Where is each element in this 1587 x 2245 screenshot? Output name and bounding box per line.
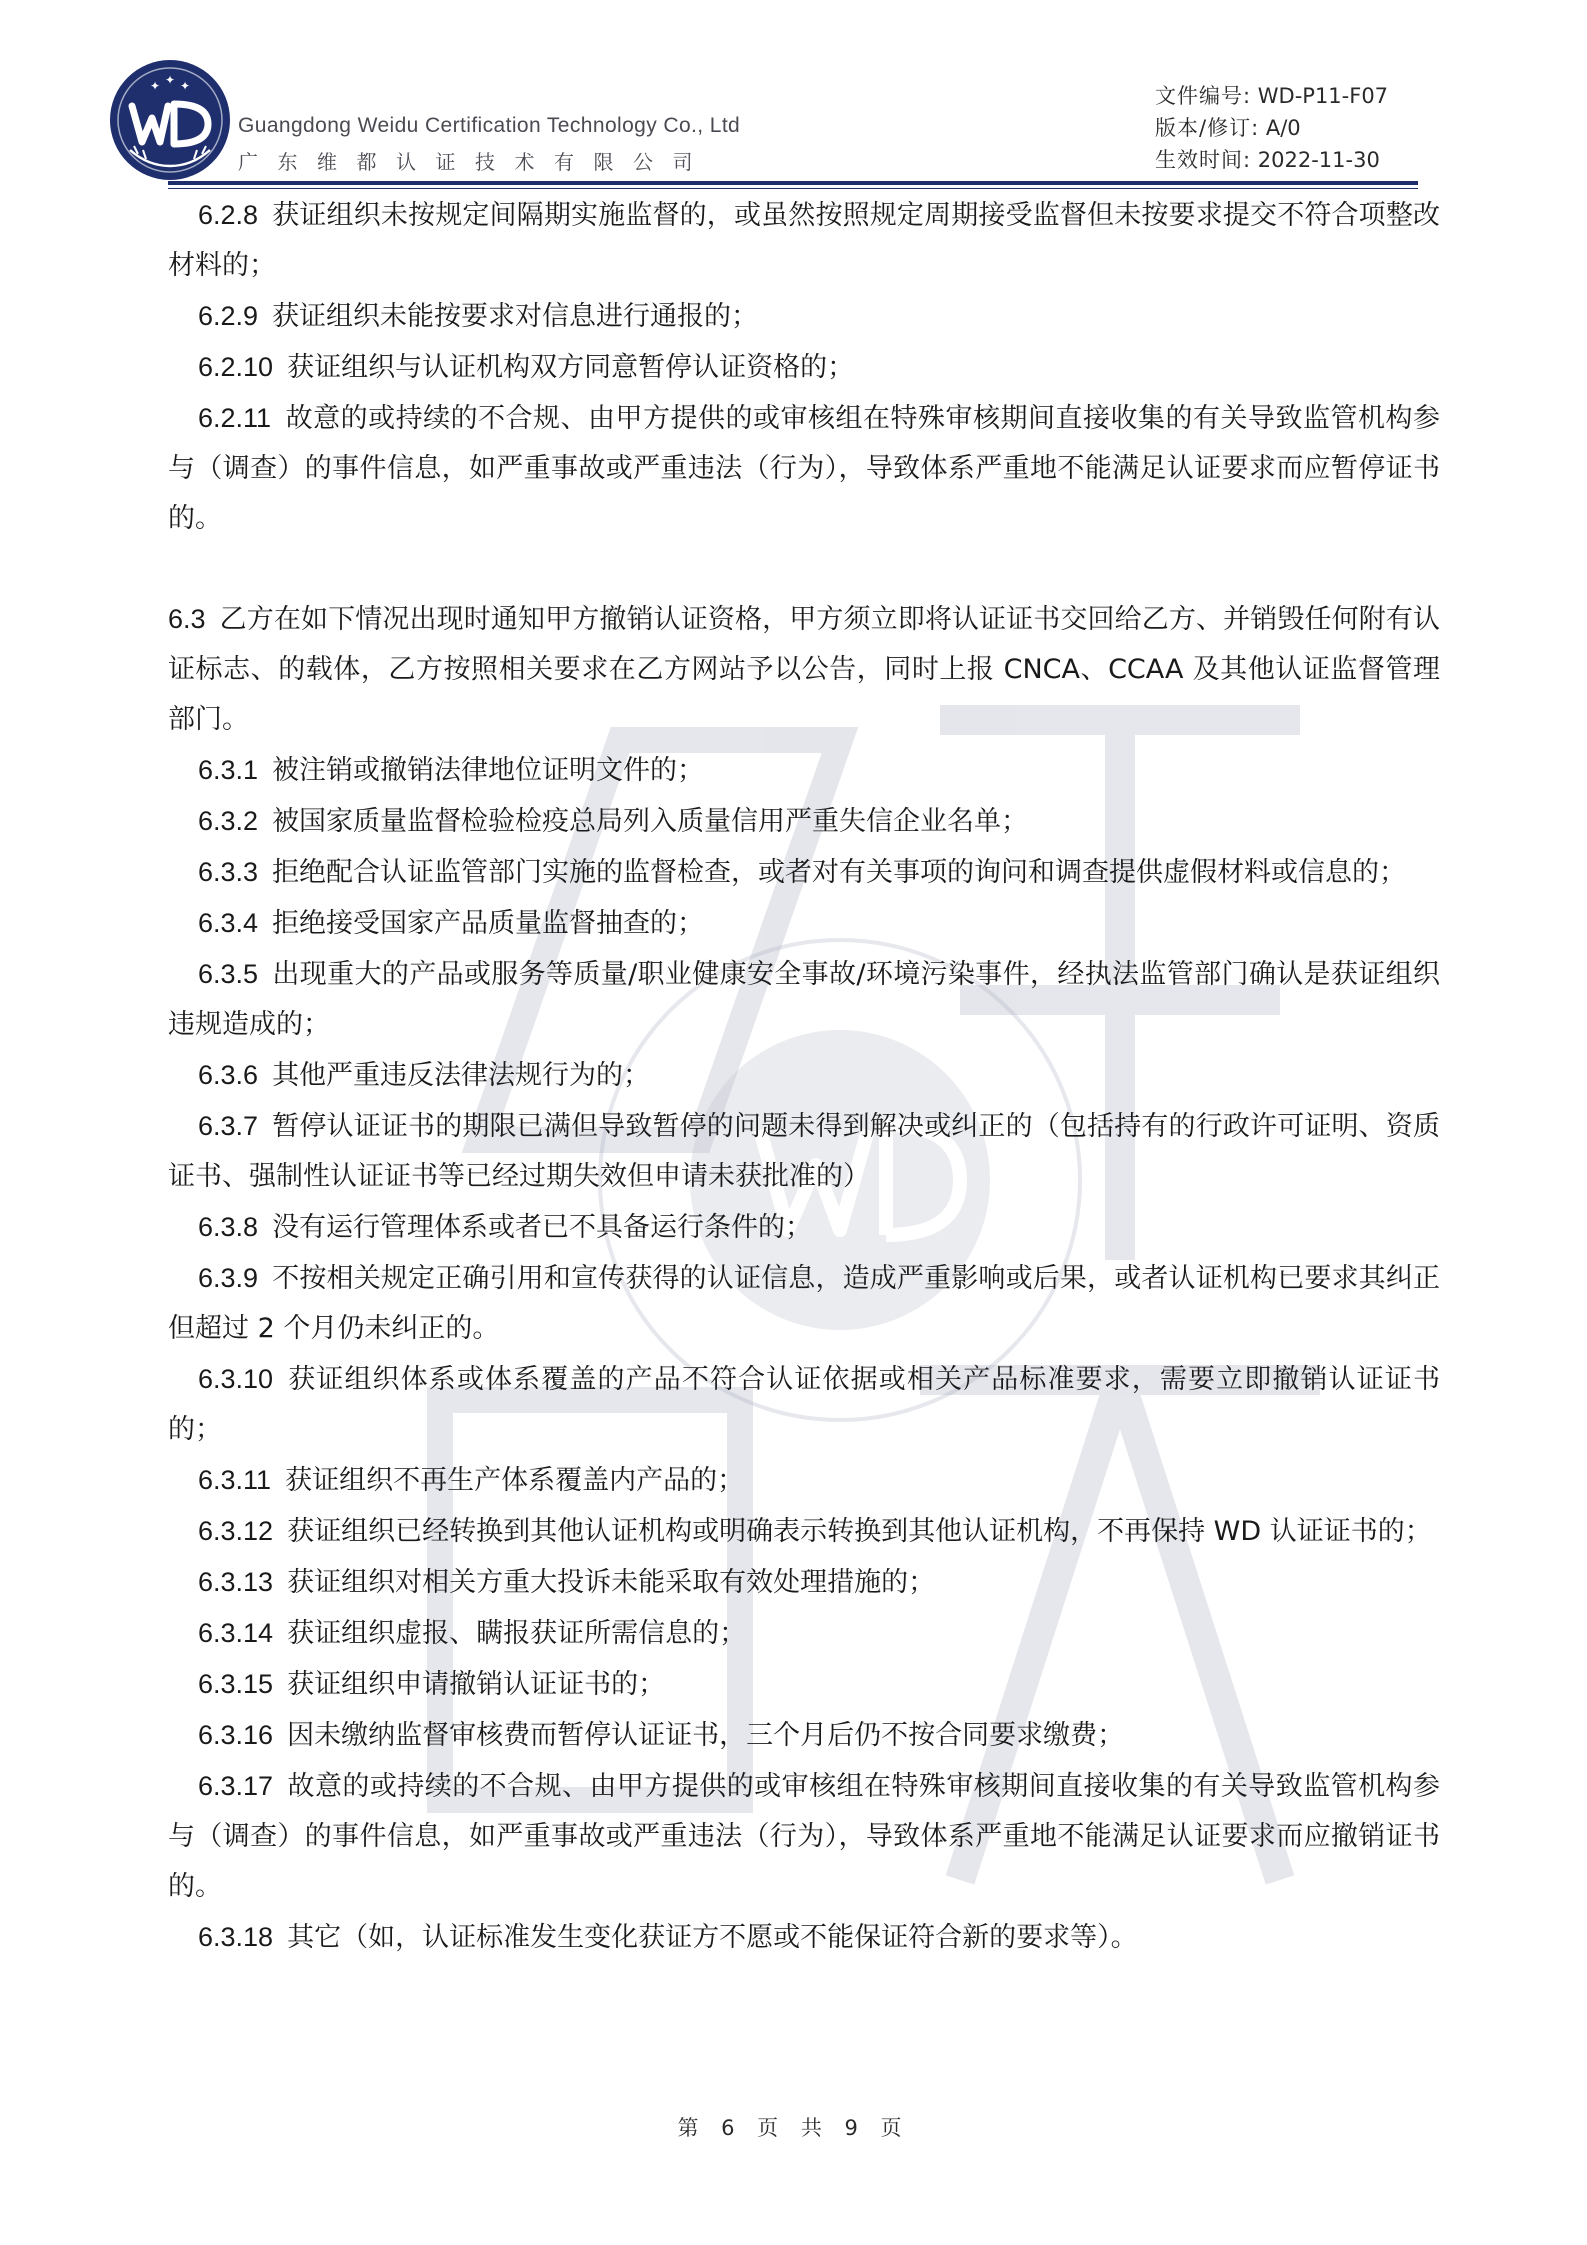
clause-number: 6.3.5 <box>198 959 259 989</box>
section-6-3-intro <box>168 594 1440 745</box>
clause-text: 被国家质量监督检验检疫总局列入质量信用严重失信企业名单； <box>272 806 1029 837</box>
wd-logo-icon <box>108 58 232 182</box>
clause <box>168 1050 1440 1101</box>
clause-text: 拒绝配合认证监管部门实施的监督检查，或者对有关事项的询问和调查提供虚假材料或信息的； <box>272 857 1407 888</box>
page-number: 第 6 页 共 9 页 <box>677 2116 910 2140</box>
svg-text:✦: ✦ <box>150 79 161 93</box>
clause-number: 6.3.10 <box>198 1364 274 1394</box>
clause-number: 6.3.1 <box>198 755 259 785</box>
clause <box>168 342 1440 393</box>
clause <box>168 796 1440 847</box>
company-name-zh: 广东维都认证技术有限公司 <box>238 150 712 174</box>
clause-text: 获证组织对相关方重大投诉未能采取有效处理措施的； <box>287 1567 936 1598</box>
header-divider <box>168 181 1418 185</box>
doc-number-value: WD-P11-F07 <box>1257 84 1389 108</box>
clause <box>168 949 1440 1050</box>
effective-date-row <box>1155 144 1388 176</box>
clause-text: 获证组织未能按要求对信息进行通报的； <box>272 301 759 332</box>
clause <box>168 291 1440 342</box>
clause-text: 其它（如，认证标准发生变化获证方不愿或不能保证符合新的要求等）。 <box>287 1922 1138 1953</box>
clause <box>168 1557 1440 1608</box>
clause-number: 6.3.13 <box>198 1567 274 1597</box>
effective-date-value: 2022-11-30 <box>1257 148 1380 172</box>
clause <box>168 745 1440 796</box>
clause-text: 出现重大的产品或服务等质量/职业健康安全事故/环境污染事件，经执法监管部门确认是获证组织违规造成的； <box>168 959 1440 1040</box>
clause-number: 6.3.2 <box>198 806 259 836</box>
clause <box>168 1659 1440 1710</box>
document-body <box>168 190 1440 1963</box>
clause <box>168 1608 1440 1659</box>
clause <box>168 1710 1440 1761</box>
clause-text: 获证组织已经转换到其他认证机构或明确表示转换到其他认证机构，不再保持 WD 认证证书的； <box>287 1516 1432 1547</box>
paragraph-gap <box>168 544 1440 594</box>
clause-text: 被注销或撤销法律地位证明文件的； <box>272 755 705 786</box>
clause <box>168 1455 1440 1506</box>
svg-text:✦: ✦ <box>180 79 191 93</box>
version-value: A/0 <box>1265 116 1301 140</box>
clause-number: 6.2.8 <box>198 200 259 230</box>
clause-number: 6.3.17 <box>198 1771 274 1801</box>
clause-number: 6.3.4 <box>198 908 259 938</box>
version-label: 版本/修订: <box>1155 116 1260 140</box>
section-6-3-items <box>168 745 1440 1963</box>
page-header <box>0 0 1587 195</box>
clause-text: 拒绝接受国家产品质量监督抽查的； <box>272 908 705 939</box>
clause-number: 6.3.7 <box>198 1111 259 1141</box>
clause-number: 6.3.3 <box>198 857 259 887</box>
clause-text: 没有运行管理体系或者已不具备运行条件的； <box>272 1212 813 1243</box>
clause-number: 6.3.6 <box>198 1060 259 1090</box>
clause-text: 获证组织与认证机构双方同意暂停认证资格的； <box>287 352 855 383</box>
clause-text: 获证组织虚报、瞒报获证所需信息的； <box>287 1618 747 1649</box>
clause-number: 6.2.9 <box>198 301 259 331</box>
clause-text: 因未缴纳监督审核费而暂停认证证书，三个月后仍不按合同要求缴费； <box>287 1720 1125 1751</box>
clause-number: 6.3.15 <box>198 1669 274 1699</box>
clause <box>168 1354 1440 1455</box>
clause <box>168 847 1440 898</box>
section-text: 乙方在如下情况出现时通知甲方撤销认证资格，甲方须立即将认证证书交回给乙方、并销毁任何附有认证标志、的载体，乙方按照相关要求在乙方网站予以公告，同时上报 CNCA、CCAA 及其他认证监督管理部门。 <box>168 604 1440 735</box>
company-name-en: Guangdong Weidu Certification Technology Co., Ltd <box>238 114 741 137</box>
clause-number: 6.3.11 <box>198 1465 272 1495</box>
clause-text: 不按相关规定正确引用和宣传获得的认证信息，造成严重影响或后果，或者认证机构已要求其纠正但超过 2 个月仍未纠正的。 <box>168 1263 1440 1344</box>
clause <box>168 190 1440 291</box>
clause <box>168 1912 1440 1963</box>
clause-text: 故意的或持续的不合规、由甲方提供的或审核组在特殊审核期间直接收集的有关导致监管机构参与（调查）的事件信息，如严重事故或严重违法（行为），导致体系严重地不能满足认证要求而应撤销证书的。 <box>168 1771 1440 1902</box>
clause-text: 故意的或持续的不合规、由甲方提供的或审核组在特殊审核期间直接收集的有关导致监管机构参与（调查）的事件信息，如严重事故或严重违法（行为），导致体系严重地不能满足认证要求而应暂停证书的。 <box>168 403 1440 534</box>
clause-number: 6.3.14 <box>198 1618 274 1648</box>
clause-number: 6.3.12 <box>198 1516 274 1546</box>
clause <box>168 393 1440 544</box>
clause <box>168 1506 1440 1557</box>
document-info <box>1155 80 1388 176</box>
clause-text: 获证组织未按规定间隔期实施监督的，或虽然按照规定周期接受监督但未按要求提交不符合项整改材料的； <box>168 200 1440 281</box>
svg-text:✦: ✦ <box>165 73 176 87</box>
clause-number: 6.2.10 <box>198 352 274 382</box>
clause <box>168 1253 1440 1354</box>
section-number: 6.3 <box>168 604 206 634</box>
clause-number: 6.3.16 <box>198 1720 274 1750</box>
clause <box>168 1761 1440 1912</box>
doc-number-label: 文件编号: <box>1155 84 1252 108</box>
clause-text: 暂停认证证书的期限已满但导致暂停的问题未得到解决或纠正的（包括持有的行政许可证明、资质证书、强制性认证证书等已经过期失效但申请未获批准的） <box>168 1111 1440 1192</box>
clause-number: 6.3.8 <box>198 1212 259 1242</box>
clause-text: 其他严重违反法律法规行为的； <box>272 1060 651 1091</box>
clause-text: 获证组织体系或体系覆盖的产品不符合认证依据或相关产品标准要求，需要立即撤销认证证书的； <box>168 1364 1440 1445</box>
version-row <box>1155 112 1388 144</box>
clause-text: 获证组织不再生产体系覆盖内产品的； <box>285 1465 745 1496</box>
clause-number: 6.3.9 <box>198 1263 259 1293</box>
clause <box>168 1202 1440 1253</box>
clause-text: 获证组织申请撤销认证证书的； <box>287 1669 666 1700</box>
clause <box>168 898 1440 949</box>
header-divider-thin <box>168 188 1418 189</box>
doc-number-row <box>1155 80 1388 112</box>
clause <box>168 1101 1440 1202</box>
clause-number: 6.3.18 <box>198 1922 274 1952</box>
clause-number: 6.2.11 <box>198 403 272 433</box>
section-6-2-items <box>168 190 1440 544</box>
effective-date-label: 生效时间: <box>1155 148 1252 172</box>
